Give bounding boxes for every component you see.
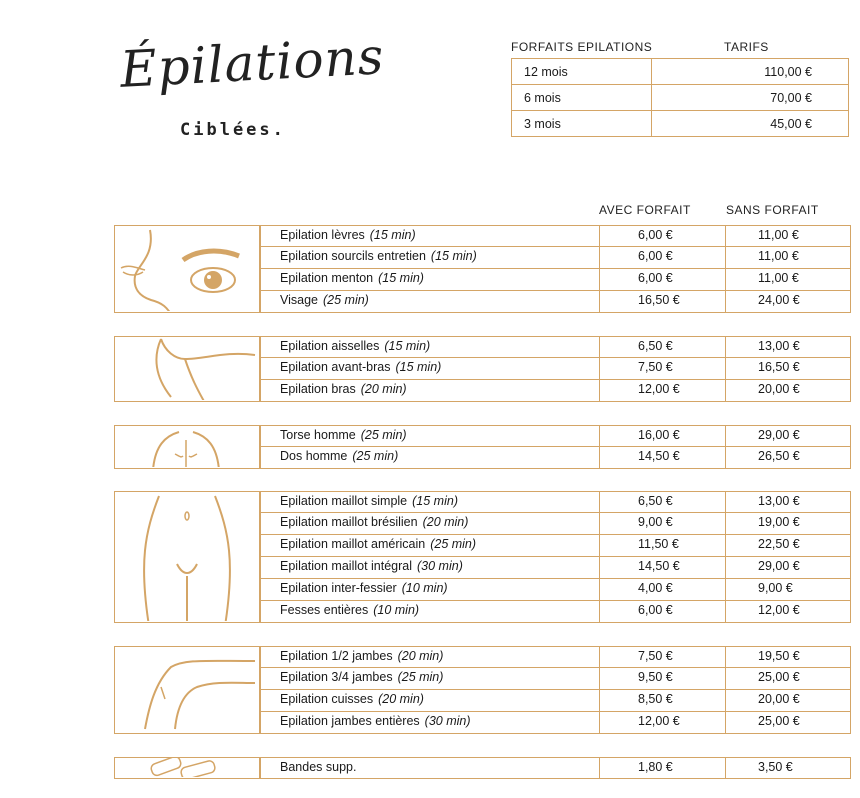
service-name: Epilation maillot simple (280, 494, 408, 508)
service-name: Epilation maillot américain (280, 537, 426, 551)
service-name-cell (260, 269, 600, 291)
table-row (512, 111, 849, 137)
service-name-cell (260, 513, 600, 535)
service-name: Epilation lèvres (280, 228, 365, 242)
service-name: Epilation menton (280, 271, 374, 285)
price-avec-forfait: 6,50 € (600, 336, 726, 358)
price-sans-forfait: 29,00 € (726, 557, 851, 579)
price-avec-forfait: 12,00 € (600, 712, 726, 734)
price-avec-forfait: 1,80 € (600, 757, 726, 779)
service-name-cell (260, 646, 600, 668)
table-row (512, 85, 849, 111)
forfait-label: 6 mois (512, 85, 652, 111)
forfait-price: 45,00 € (652, 111, 849, 137)
service-name: Epilation 3/4 jambes (280, 670, 393, 684)
service-duration: (30 min) (417, 559, 463, 573)
price-sans-forfait: 20,00 € (726, 690, 851, 712)
service-duration: (20 min) (397, 649, 444, 663)
service-name: Epilation maillot intégral (280, 559, 413, 573)
service-name: Epilation jambes entières (280, 714, 420, 728)
price-avec-forfait: 6,00 € (600, 269, 726, 291)
service-name-cell (260, 358, 600, 380)
service-duration: (15 min) (369, 228, 416, 242)
wax-strips-icon (115, 758, 258, 777)
table-row (512, 59, 849, 85)
price-avec-forfait: 11,50 € (600, 535, 726, 557)
service-duration: (20 min) (422, 515, 469, 529)
service-name: Epilation 1/2 jambes (280, 649, 393, 663)
service-duration: (10 min) (373, 603, 420, 617)
price-sans-forfait: 19,50 € (726, 646, 851, 668)
service-duration: (15 min) (412, 494, 458, 508)
service-name-cell (260, 601, 600, 623)
price-avec-forfait: 7,50 € (600, 358, 726, 380)
service-name: Visage (280, 293, 318, 307)
service-name-cell (260, 336, 600, 358)
service-name-cell (260, 291, 600, 313)
face-icon (115, 226, 258, 311)
service-name-cell (260, 579, 600, 601)
service-name: Epilation cuisses (280, 692, 374, 706)
service-name-cell (260, 690, 600, 712)
back-icon (115, 426, 258, 467)
forfaits-header-price: TARIFS (724, 40, 769, 54)
price-avec-forfait: 4,00 € (600, 579, 726, 601)
service-name: Fesses entières (280, 603, 369, 617)
service-name-cell (260, 491, 600, 513)
price-sans-forfait: 11,00 € (726, 225, 851, 247)
service-name: Epilation sourcils entretien (280, 249, 426, 263)
service-name-cell (260, 535, 600, 557)
column-header-avec: AVEC FORFAIT (599, 203, 691, 217)
price-avec-forfait: 8,50 € (600, 690, 726, 712)
forfait-label: 12 mois (512, 59, 652, 85)
forfait-price: 110,00 € (652, 59, 849, 85)
service-name-cell (260, 247, 600, 269)
price-avec-forfait: 9,50 € (600, 668, 726, 690)
service-name: Epilation bras (280, 382, 356, 396)
illustration-cell (114, 646, 260, 734)
price-avec-forfait: 14,50 € (600, 447, 726, 469)
price-avec-forfait: 6,00 € (600, 225, 726, 247)
service-duration: (20 min) (378, 692, 424, 706)
price-sans-forfait: 9,00 € (726, 579, 851, 601)
forfait-price: 70,00 € (652, 85, 849, 111)
forfaits-table (511, 58, 849, 137)
service-name: Torse homme (280, 428, 356, 442)
service-duration: (20 min) (360, 382, 407, 396)
column-header-sans: SANS FORFAIT (726, 203, 819, 217)
price-sans-forfait: 12,00 € (726, 601, 851, 623)
price-sans-forfait: 16,50 € (726, 358, 851, 380)
service-name: Epilation avant-bras (280, 360, 391, 374)
service-name-cell (260, 447, 600, 469)
armpit-icon (115, 337, 258, 400)
forfaits-header-label: FORFAITS EPILATIONS (511, 40, 653, 54)
price-sans-forfait: 13,00 € (726, 491, 851, 513)
price-sans-forfait: 22,50 € (726, 535, 851, 557)
service-duration: (25 min) (360, 428, 407, 442)
service-duration: (30 min) (424, 714, 471, 728)
price-avec-forfait: 14,50 € (600, 557, 726, 579)
price-sans-forfait: 25,00 € (726, 668, 851, 690)
service-duration: (15 min) (384, 339, 431, 353)
illustration-cell (114, 425, 260, 469)
service-name: Epilation aisselles (280, 339, 380, 353)
price-sans-forfait: 29,00 € (726, 425, 851, 447)
service-name: Epilation inter-fessier (280, 581, 397, 595)
price-sans-forfait: 11,00 € (726, 269, 851, 291)
service-name-cell (260, 380, 600, 402)
price-avec-forfait: 12,00 € (600, 380, 726, 402)
service-duration: (15 min) (395, 360, 442, 374)
price-avec-forfait: 16,50 € (600, 291, 726, 313)
service-duration: (25 min) (430, 537, 477, 551)
service-name-cell (260, 668, 600, 690)
price-sans-forfait: 13,00 € (726, 336, 851, 358)
price-avec-forfait: 16,00 € (600, 425, 726, 447)
price-sans-forfait: 26,50 € (726, 447, 851, 469)
service-name-cell (260, 425, 600, 447)
price-sans-forfait: 20,00 € (726, 380, 851, 402)
bikini-icon (115, 492, 258, 621)
price-avec-forfait: 9,00 € (600, 513, 726, 535)
price-sans-forfait: 11,00 € (726, 247, 851, 269)
service-duration: (10 min) (401, 581, 448, 595)
price-sans-forfait: 19,00 € (726, 513, 851, 535)
price-avec-forfait: 6,00 € (600, 247, 726, 269)
leg-icon (115, 647, 258, 732)
forfait-label: 3 mois (512, 111, 652, 137)
service-name-cell (260, 557, 600, 579)
price-sans-forfait: 24,00 € (726, 291, 851, 313)
service-name: Epilation maillot brésilien (280, 515, 418, 529)
service-name-cell (260, 712, 600, 734)
service-name-cell (260, 225, 600, 247)
service-duration: (15 min) (430, 249, 477, 263)
service-duration: (25 min) (352, 449, 399, 463)
title-script: Épilations (118, 27, 386, 99)
illustration-cell (114, 491, 260, 623)
service-name: Dos homme (280, 449, 348, 463)
price-avec-forfait: 7,50 € (600, 646, 726, 668)
service-name-cell (260, 757, 600, 779)
price-sans-forfait: 3,50 € (726, 757, 851, 779)
service-duration: (15 min) (378, 271, 424, 285)
illustration-cell (114, 225, 260, 313)
title-subtitle: Ciblées. (180, 120, 286, 140)
illustration-cell (114, 336, 260, 402)
price-avec-forfait: 6,50 € (600, 491, 726, 513)
illustration-cell (114, 757, 260, 779)
service-duration: (25 min) (323, 293, 369, 307)
price-sans-forfait: 25,00 € (726, 712, 851, 734)
service-name: Bandes supp. (280, 760, 357, 774)
price-avec-forfait: 6,00 € (600, 601, 726, 623)
service-duration: (25 min) (397, 670, 444, 684)
